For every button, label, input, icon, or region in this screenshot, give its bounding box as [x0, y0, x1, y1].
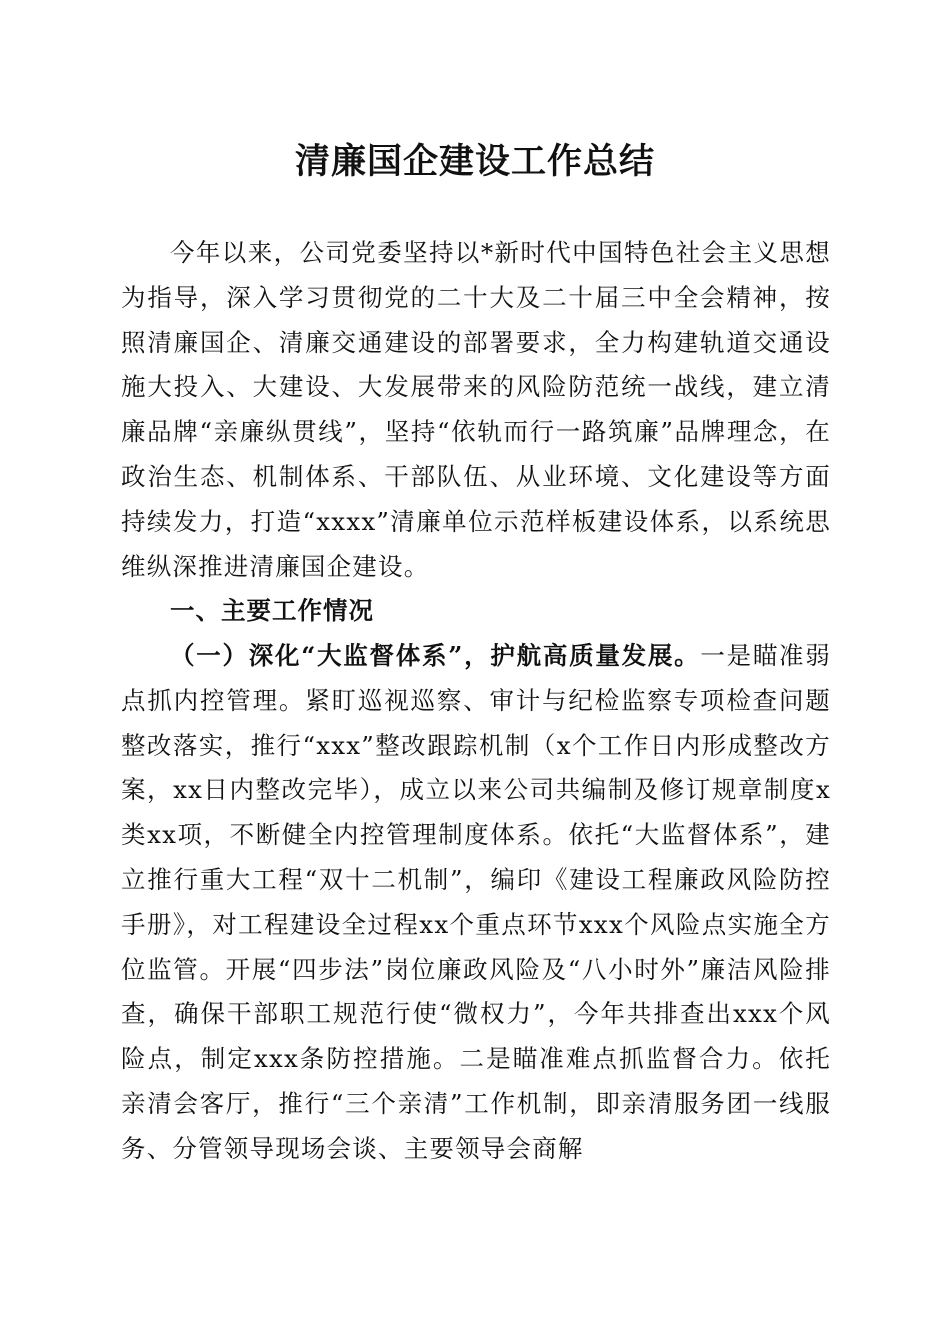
subsection-body: 一是瞄准弱点抓内控管理。紧盯巡视巡察、审计与纪检监察专项检查问题整改落实，推行“xxx”整改跟踪机制（x个工作日内形成整改方案，xx日内整改完毕），成立以来公司共编制及修订规章制度x类xx项，不断健全内控管理制度体系。依托“大监督体系”，建立推行重大工程“双十二机制”，编印《建设工程廉政风险防控手册》，对工程建设全过程xx个重点环节xxx个风险点实施全方位监管。开展“四步法”岗位廉政风险及“八小时外”廉洁风险排查，确保干部职工规范行使“微权力”，今年共排查出xxx个风险点，制定xxx条防控措施。二是瞄准难点抓监督合力。依托亲清会客厅，推行“三个亲清”工作机制，即亲清服务团一线服务、分管领导现场会谈、主要领导会商解 — [121, 641, 832, 1163]
intro-paragraph: 今年以来，公司党委坚持以*新时代中国特色社会主义思想为指导，深入学习贯彻党的二十大及二十届三中全会精神，按照清廉国企、清廉交通建设的部署要求，全力构建轨道交通设施大投入、大建设、大发展带来的风险防范统一战线，建立清廉品牌“亲廉纵贯线”，坚持“依轨而行一路筑廉”品牌理念，在政治生态、机制体系、干部队伍、从业环境、文化建设等方面持续发力，打造“xxxx”清廉单位示范样板建设体系，以系统思维纵深推进清廉国企建设。 — [121, 238, 831, 581]
document-title: 清廉国企建设工作总结 — [294, 141, 655, 182]
subsection-paragraph — [121, 634, 831, 1172]
subsection-heading: （一）深化“大监督体系”，护航高质量发展。 — [170, 641, 701, 670]
section-heading: 一、主要工作情况 — [170, 596, 374, 625]
